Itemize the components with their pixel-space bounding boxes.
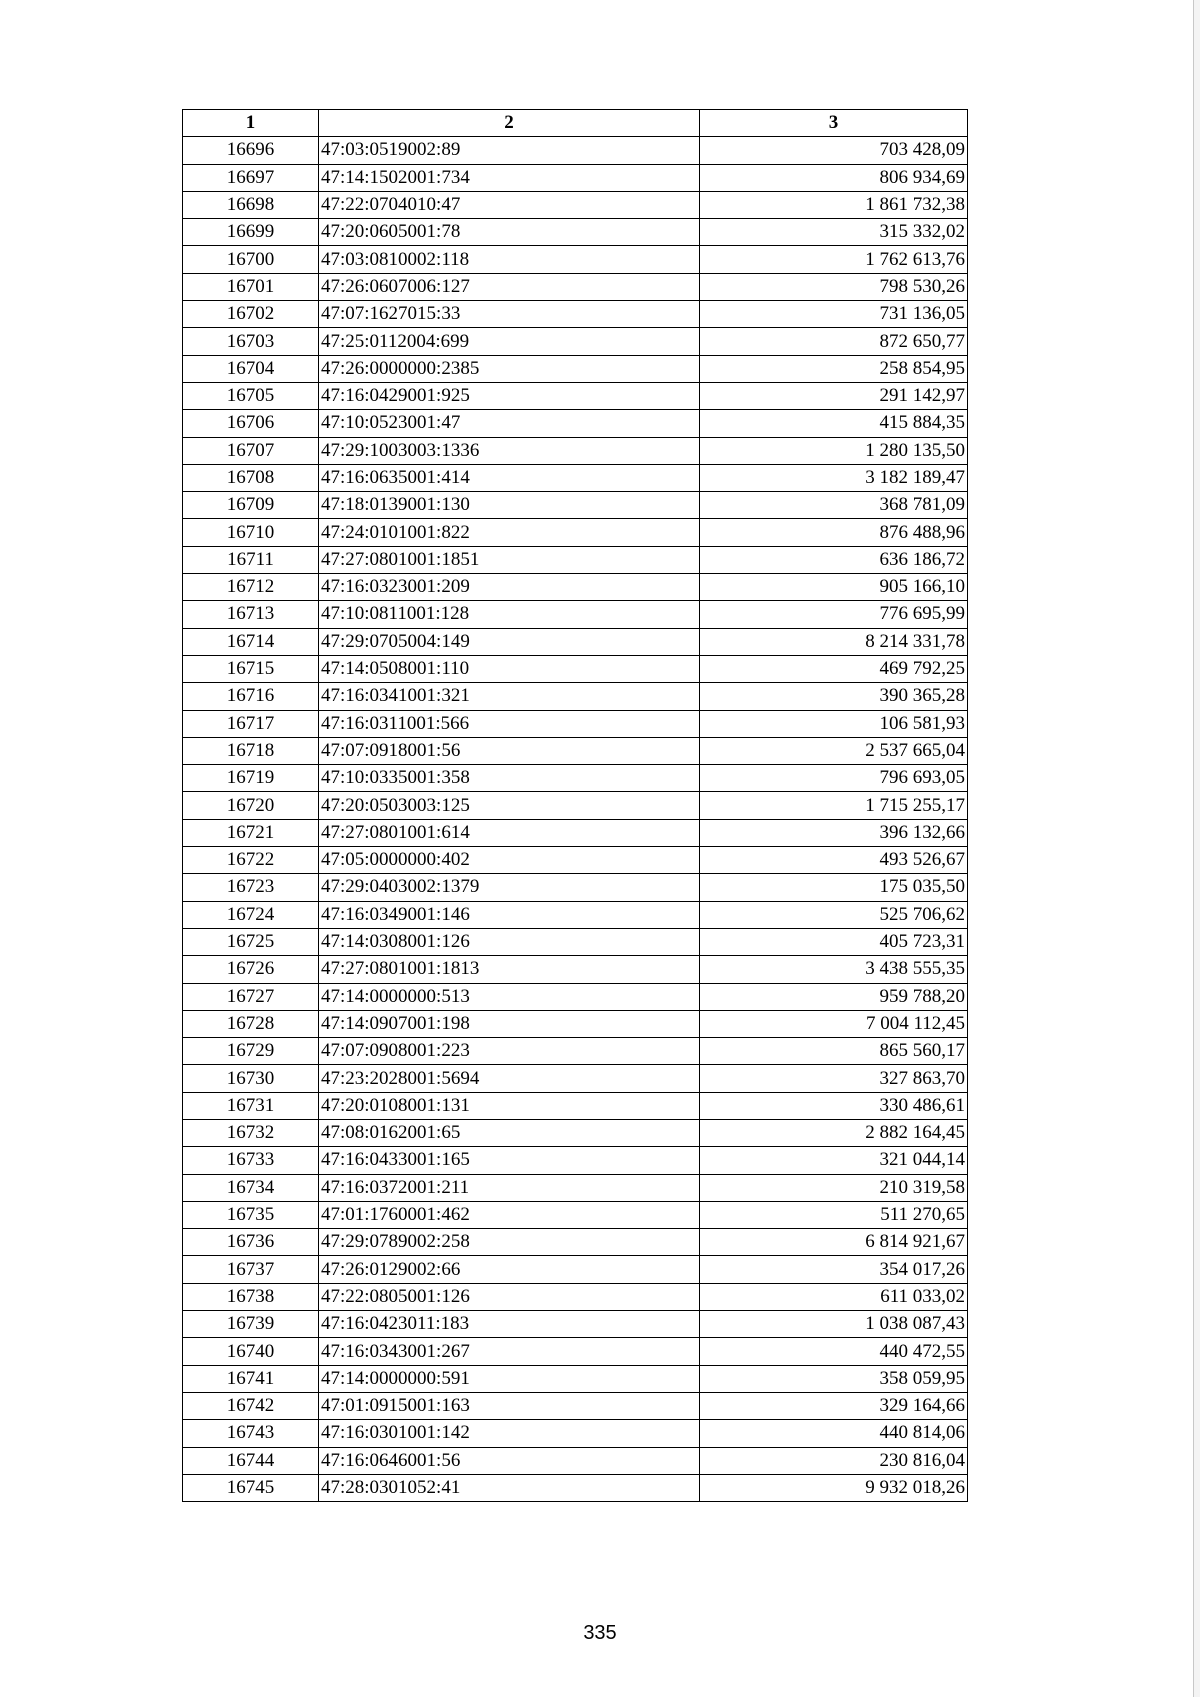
page-number: 335 [583, 1622, 617, 1644]
row-number-cell: 16715 [183, 655, 319, 682]
table-row [183, 1065, 968, 1092]
row-number-cell: 16718 [183, 737, 319, 764]
value-cell: 525 706,62 [700, 901, 968, 928]
table-row [183, 464, 968, 491]
row-number-cell: 16735 [183, 1201, 319, 1228]
table-row [183, 574, 968, 601]
row-number-cell: 16710 [183, 519, 319, 546]
table-row [183, 546, 968, 573]
row-number-cell: 16736 [183, 1229, 319, 1256]
row-number-cell: 16726 [183, 956, 319, 983]
row-number-cell: 16721 [183, 819, 319, 846]
table-row [183, 328, 968, 355]
cadastral-number-cell: 47:14:0000000:591 [319, 1365, 700, 1392]
table-row [183, 519, 968, 546]
row-number-cell: 16706 [183, 410, 319, 437]
cadastral-number-cell: 47:23:2028001:5694 [319, 1065, 700, 1092]
cadastral-number-cell: 47:16:0301001:142 [319, 1420, 700, 1447]
value-cell: 330 486,61 [700, 1092, 968, 1119]
value-cell: 636 186,72 [700, 546, 968, 573]
table-row [183, 1365, 968, 1392]
row-number-cell: 16728 [183, 1010, 319, 1037]
row-number-cell: 16729 [183, 1038, 319, 1065]
table-row [183, 1283, 968, 1310]
value-cell: 405 723,31 [700, 928, 968, 955]
row-number-cell: 16714 [183, 628, 319, 655]
table-row [183, 1201, 968, 1228]
value-cell: 493 526,67 [700, 847, 968, 874]
table-row [183, 410, 968, 437]
value-cell: 469 792,25 [700, 655, 968, 682]
row-number-cell: 16702 [183, 301, 319, 328]
cadastral-number-cell: 47:16:0429001:925 [319, 382, 700, 409]
table-row [183, 874, 968, 901]
row-number-cell: 16709 [183, 492, 319, 519]
cadastral-number-cell: 47:10:0335001:358 [319, 765, 700, 792]
value-cell: 1 715 255,17 [700, 792, 968, 819]
row-number-cell: 16738 [183, 1283, 319, 1310]
cadastral-number-cell: 47:16:0423011:183 [319, 1311, 700, 1338]
table-row [183, 164, 968, 191]
cadastral-number-cell: 47:14:1502001:734 [319, 164, 700, 191]
cadastral-number-cell: 47:05:0000000:402 [319, 847, 700, 874]
cadastral-number-cell: 47:03:0810002:118 [319, 246, 700, 273]
table-row [183, 928, 968, 955]
value-cell: 511 270,65 [700, 1201, 968, 1228]
table-row [183, 1311, 968, 1338]
value-cell: 798 530,26 [700, 273, 968, 300]
value-cell: 876 488,96 [700, 519, 968, 546]
value-cell: 230 816,04 [700, 1447, 968, 1474]
row-number-cell: 16712 [183, 574, 319, 601]
row-number-cell: 16701 [183, 273, 319, 300]
cadastral-number-cell: 47:29:0403002:1379 [319, 874, 700, 901]
cadastral-number-cell: 47:16:0635001:414 [319, 464, 700, 491]
row-number-cell: 16696 [183, 137, 319, 164]
cadastral-number-cell: 47:08:0162001:65 [319, 1119, 700, 1146]
value-cell: 796 693,05 [700, 765, 968, 792]
cadastral-number-cell: 47:16:0433001:165 [319, 1147, 700, 1174]
row-number-cell: 16740 [183, 1338, 319, 1365]
value-cell: 9 932 018,26 [700, 1474, 968, 1501]
table-row [183, 1119, 968, 1146]
cadastral-number-cell: 47:14:0907001:198 [319, 1010, 700, 1037]
row-number-cell: 16743 [183, 1420, 319, 1447]
cadastral-number-cell: 47:07:0918001:56 [319, 737, 700, 764]
table-row [183, 956, 968, 983]
page-edge [1193, 0, 1200, 1697]
table-row [183, 1010, 968, 1037]
value-cell: 175 035,50 [700, 874, 968, 901]
cadastral-number-cell: 47:10:0523001:47 [319, 410, 700, 437]
cadastral-number-cell: 47:26:0129002:66 [319, 1256, 700, 1283]
row-number-cell: 16699 [183, 219, 319, 246]
cadastral-number-cell: 47:24:0101001:822 [319, 519, 700, 546]
value-cell: 315 332,02 [700, 219, 968, 246]
cadastral-number-cell: 47:01:0915001:163 [319, 1392, 700, 1419]
row-number-cell: 16698 [183, 191, 319, 218]
cadastral-number-cell: 47:20:0605001:78 [319, 219, 700, 246]
value-cell: 1 762 613,76 [700, 246, 968, 273]
value-cell: 354 017,26 [700, 1256, 968, 1283]
cadastral-number-cell: 47:16:0311001:566 [319, 710, 700, 737]
value-cell: 731 136,05 [700, 301, 968, 328]
table-row [183, 819, 968, 846]
cadastral-number-cell: 47:14:0000000:513 [319, 983, 700, 1010]
table-row [183, 301, 968, 328]
cadastral-number-cell: 47:26:0000000:2385 [319, 355, 700, 382]
value-cell: 2 882 164,45 [700, 1119, 968, 1146]
cadastral-number-cell: 47:28:0301052:41 [319, 1474, 700, 1501]
table-row [183, 137, 968, 164]
table-row [183, 847, 968, 874]
table-row [183, 273, 968, 300]
row-number-cell: 16739 [183, 1311, 319, 1338]
table-row [183, 1256, 968, 1283]
table-row [183, 765, 968, 792]
value-cell: 358 059,95 [700, 1365, 968, 1392]
value-cell: 959 788,20 [700, 983, 968, 1010]
table-row [183, 382, 968, 409]
cadastral-number-cell: 47:16:0372001:211 [319, 1174, 700, 1201]
table-row [183, 901, 968, 928]
table-row [183, 1092, 968, 1119]
row-number-cell: 16742 [183, 1392, 319, 1419]
cadastral-number-cell: 47:22:0704010:47 [319, 191, 700, 218]
value-cell: 8 214 331,78 [700, 628, 968, 655]
row-number-cell: 16725 [183, 928, 319, 955]
cadastral-number-cell: 47:03:0519002:89 [319, 137, 700, 164]
table-body [183, 137, 968, 1502]
cadastral-number-cell: 47:10:0811001:128 [319, 601, 700, 628]
cadastral-number-cell: 47:01:1760001:462 [319, 1201, 700, 1228]
table-row [183, 792, 968, 819]
value-cell: 1 280 135,50 [700, 437, 968, 464]
row-number-cell: 16723 [183, 874, 319, 901]
cadastral-number-cell: 47:29:0789002:258 [319, 1229, 700, 1256]
value-cell: 327 863,70 [700, 1065, 968, 1092]
row-number-cell: 16745 [183, 1474, 319, 1501]
value-cell: 415 884,35 [700, 410, 968, 437]
value-cell: 368 781,09 [700, 492, 968, 519]
column-header-2: 2 [319, 110, 700, 137]
cadastral-number-cell: 47:29:1003003:1336 [319, 437, 700, 464]
row-number-cell: 16697 [183, 164, 319, 191]
row-number-cell: 16744 [183, 1447, 319, 1474]
value-cell: 2 537 665,04 [700, 737, 968, 764]
cadastral-number-cell: 47:18:0139001:130 [319, 492, 700, 519]
value-cell: 1 038 087,43 [700, 1311, 968, 1338]
row-number-cell: 16734 [183, 1174, 319, 1201]
table-row [183, 1147, 968, 1174]
table-row [183, 737, 968, 764]
table-row [183, 1420, 968, 1447]
table-row [183, 628, 968, 655]
cadastral-number-cell: 47:16:0323001:209 [319, 574, 700, 601]
row-number-cell: 16730 [183, 1065, 319, 1092]
table-row [183, 655, 968, 682]
value-cell: 440 814,06 [700, 1420, 968, 1447]
cadastral-number-cell: 47:16:0349001:146 [319, 901, 700, 928]
row-number-cell: 16717 [183, 710, 319, 737]
table-row [183, 437, 968, 464]
table-row [183, 1174, 968, 1201]
row-number-cell: 16711 [183, 546, 319, 573]
value-cell: 3 182 189,47 [700, 464, 968, 491]
row-number-cell: 16732 [183, 1119, 319, 1146]
table-row [183, 1338, 968, 1365]
value-cell: 703 428,09 [700, 137, 968, 164]
row-number-cell: 16704 [183, 355, 319, 382]
row-number-cell: 16741 [183, 1365, 319, 1392]
value-cell: 872 650,77 [700, 328, 968, 355]
cadastral-number-cell: 47:07:0908001:223 [319, 1038, 700, 1065]
table-row [183, 683, 968, 710]
value-cell: 7 004 112,45 [700, 1010, 968, 1037]
value-cell: 806 934,69 [700, 164, 968, 191]
value-cell: 6 814 921,67 [700, 1229, 968, 1256]
row-number-cell: 16724 [183, 901, 319, 928]
column-header-1: 1 [183, 110, 319, 137]
table-row [183, 1392, 968, 1419]
value-cell: 258 854,95 [700, 355, 968, 382]
value-cell: 905 166,10 [700, 574, 968, 601]
row-number-cell: 16733 [183, 1147, 319, 1174]
column-header-3: 3 [700, 110, 968, 137]
value-cell: 776 695,99 [700, 601, 968, 628]
table-header-row [183, 110, 968, 137]
cadastral-number-cell: 47:27:0801001:1851 [319, 546, 700, 573]
table-row [183, 246, 968, 273]
table-row [183, 983, 968, 1010]
cadastral-number-cell: 47:27:0801001:614 [319, 819, 700, 846]
data-table [182, 109, 968, 1502]
row-number-cell: 16707 [183, 437, 319, 464]
value-cell: 210 319,58 [700, 1174, 968, 1201]
value-cell: 321 044,14 [700, 1147, 968, 1174]
value-cell: 106 581,93 [700, 710, 968, 737]
cadastral-number-cell: 47:25:0112004:699 [319, 328, 700, 355]
table-row [183, 710, 968, 737]
value-cell: 3 438 555,35 [700, 956, 968, 983]
table-row [183, 1447, 968, 1474]
row-number-cell: 16700 [183, 246, 319, 273]
cadastral-number-cell: 47:16:0341001:321 [319, 683, 700, 710]
cadastral-number-cell: 47:14:0508001:110 [319, 655, 700, 682]
value-cell: 329 164,66 [700, 1392, 968, 1419]
row-number-cell: 16737 [183, 1256, 319, 1283]
cadastral-number-cell: 47:14:0308001:126 [319, 928, 700, 955]
row-number-cell: 16703 [183, 328, 319, 355]
value-cell: 440 472,55 [700, 1338, 968, 1365]
row-number-cell: 16716 [183, 683, 319, 710]
table-row [183, 492, 968, 519]
table-row [183, 355, 968, 382]
value-cell: 291 142,97 [700, 382, 968, 409]
table-row [183, 191, 968, 218]
row-number-cell: 16722 [183, 847, 319, 874]
value-cell: 865 560,17 [700, 1038, 968, 1065]
value-cell: 396 132,66 [700, 819, 968, 846]
table-row [183, 1474, 968, 1501]
cadastral-number-cell: 47:07:1627015:33 [319, 301, 700, 328]
row-number-cell: 16727 [183, 983, 319, 1010]
cadastral-number-cell: 47:22:0805001:126 [319, 1283, 700, 1310]
cadastral-number-cell: 47:20:0108001:131 [319, 1092, 700, 1119]
table-row [183, 1038, 968, 1065]
cadastral-number-cell: 47:26:0607006:127 [319, 273, 700, 300]
table-row [183, 601, 968, 628]
row-number-cell: 16713 [183, 601, 319, 628]
row-number-cell: 16705 [183, 382, 319, 409]
cadastral-number-cell: 47:27:0801001:1813 [319, 956, 700, 983]
cadastral-number-cell: 47:16:0646001:56 [319, 1447, 700, 1474]
value-cell: 611 033,02 [700, 1283, 968, 1310]
row-number-cell: 16708 [183, 464, 319, 491]
value-cell: 1 861 732,38 [700, 191, 968, 218]
cadastral-number-cell: 47:16:0343001:267 [319, 1338, 700, 1365]
row-number-cell: 16719 [183, 765, 319, 792]
value-cell: 390 365,28 [700, 683, 968, 710]
row-number-cell: 16720 [183, 792, 319, 819]
cadastral-number-cell: 47:20:0503003:125 [319, 792, 700, 819]
cadastral-number-cell: 47:29:0705004:149 [319, 628, 700, 655]
table-row [183, 219, 968, 246]
table-row [183, 1229, 968, 1256]
row-number-cell: 16731 [183, 1092, 319, 1119]
